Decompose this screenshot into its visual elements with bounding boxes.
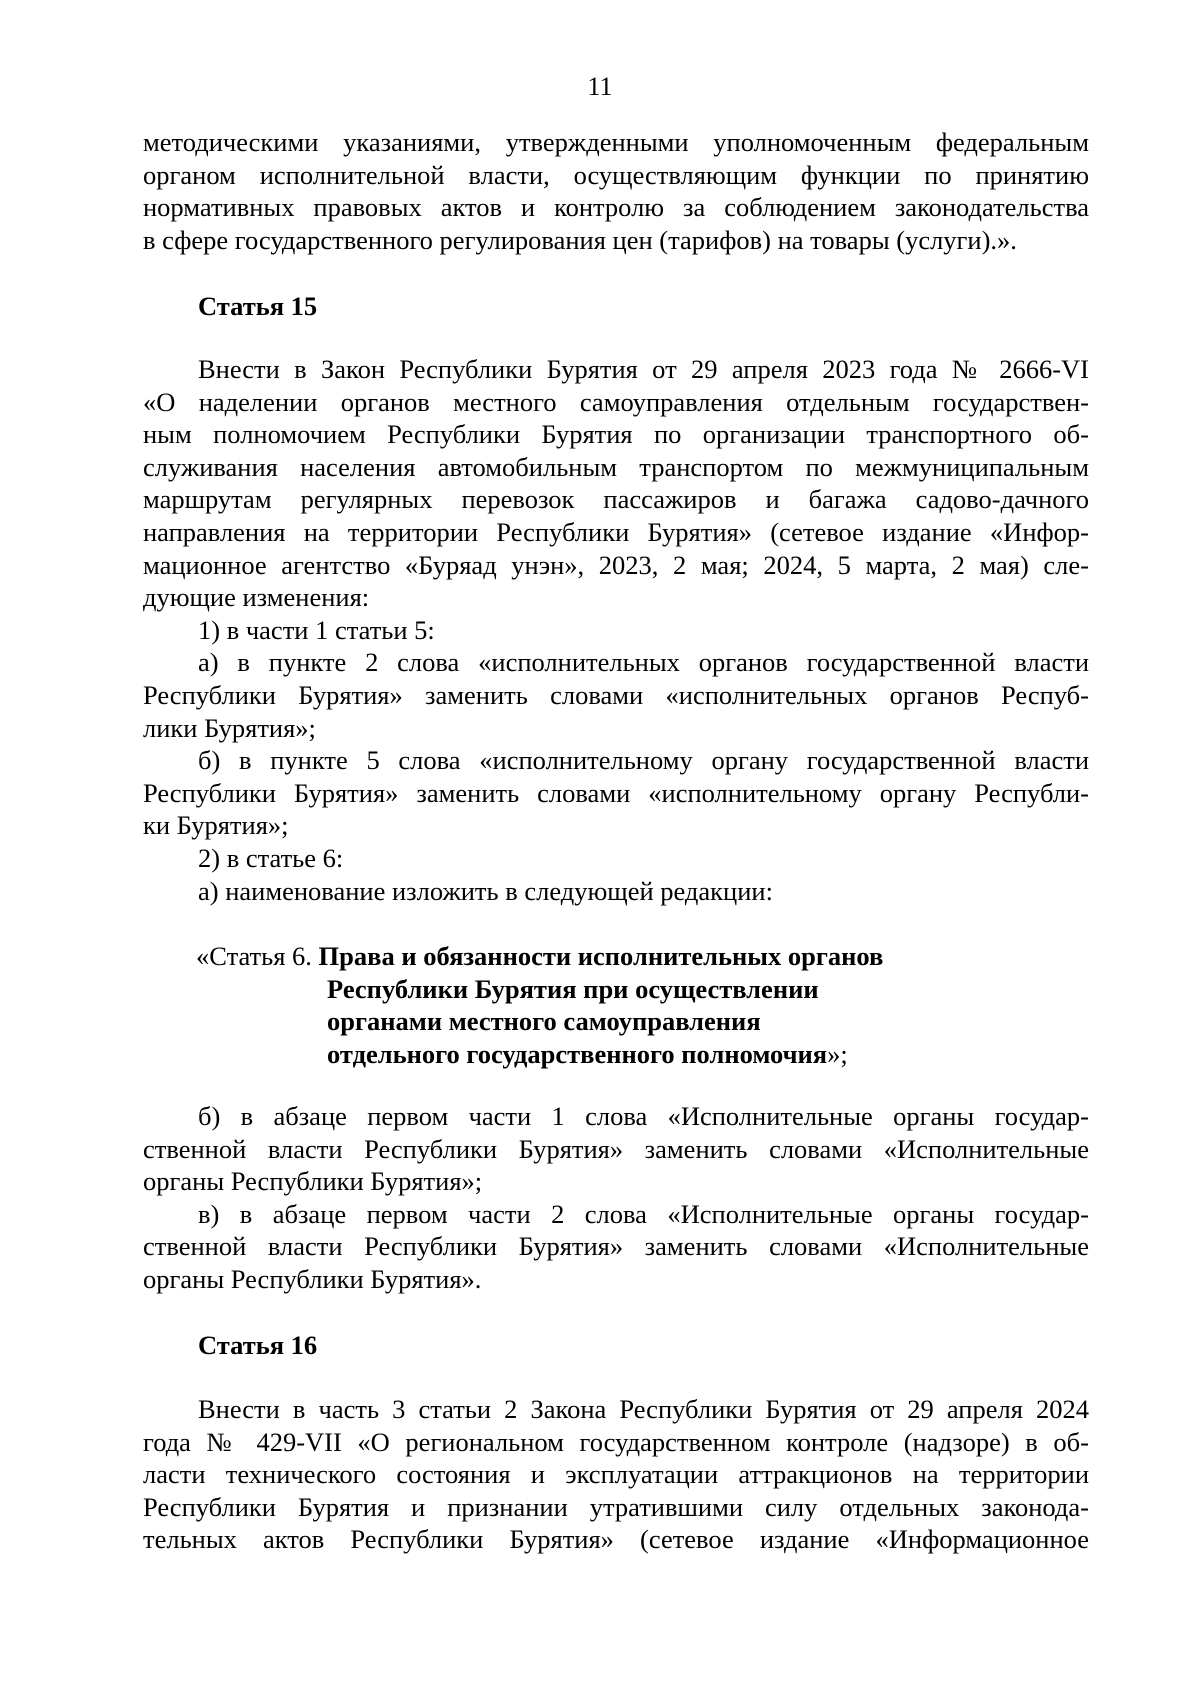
text-line: в) в абзаце первом части 2 слова «Исполнительные органы государ- [198, 1198, 1089, 1229]
text-line: органы Республики Бурятия»; [143, 1166, 483, 1197]
text-line: Республики Бурятия» заменить словами «исполнительных органов Респуб- [143, 679, 1089, 710]
text-line: органы Республики Бурятия». [143, 1263, 482, 1294]
text-line: дующие изменения: [143, 582, 370, 613]
title-line: Республики Бурятия при осуществлении [327, 973, 819, 1004]
title-prefix: «Статья 6. [196, 941, 319, 971]
text-line: Внести в Закон Республики Бурятия от 29 апреля 2023 года № 2666-VI [198, 354, 1089, 384]
text-line: органом исполнительной власти, осуществляющим функции по принятию [143, 159, 1089, 190]
title-line [196, 1038, 883, 1071]
text-line: б) в абзаце первом части 1 слова «Исполнительные органы государ- [198, 1101, 1089, 1131]
list-item-1: 1) в части 1 статьи 5: [198, 614, 435, 645]
text-line: направления на территории Республики Бурятия» (сетевое издание «Инфор- [143, 516, 1089, 547]
text-line: ласти технического состояния и эксплуатации аттракционов на территории [143, 1459, 1089, 1490]
text-line: б) в пункте 5 слова «исполнительному органу государственной власти [198, 745, 1089, 776]
text-line: маршрутам регулярных перевозок пассажиров и багажа садово-дачного [143, 484, 1089, 515]
text-line: Внести в часть 3 статьи 2 Закона Республики Бурятия от 29 апреля 2024 [198, 1394, 1089, 1424]
list-item-2a: а) наименование изложить в следующей редакции: [198, 875, 773, 906]
quoted-article-title [196, 940, 883, 1070]
article-16-heading: Статья 16 [198, 1330, 318, 1360]
title-line: органами местного самоуправления [327, 1006, 761, 1037]
article-16-paragraph [143, 1393, 1089, 1556]
list-item-2: 2) в статье 6: [198, 842, 344, 873]
text-line: ки Бурятия»; [143, 810, 289, 841]
text-line: года № 429-VII «О региональном государственном контроле (надзоре) в об- [143, 1426, 1089, 1457]
title-line [196, 940, 883, 973]
page-number: 11 [587, 72, 613, 101]
text-line: тельных актов Республики Бурятия» (сетевое издание «Информационное [143, 1524, 1089, 1555]
text-line: служивания населения автомобильным транспортом по межмуниципальным [143, 451, 1089, 482]
text-line: ным полномочием Республики Бурятия по организации транспортного об- [143, 419, 1089, 450]
text-line: Республики Бурятия и признании утратившими силу отдельных законода- [143, 1491, 1089, 1522]
text-line: методическими указаниями, утвержденными уполномоченным федеральным [143, 127, 1089, 157]
title-bold-text: отдельного государственного полномочия [327, 1038, 828, 1069]
article-15-heading: Статья 15 [198, 291, 318, 321]
text-line: лики Бурятия»; [143, 712, 316, 743]
text-line: мационное агентство «Буряад унэн», 2023, 2 мая; 2024, 5 марта, 2 мая) сле- [143, 549, 1089, 580]
text-line: «О наделении органов местного самоуправления отдельным государствен- [143, 386, 1089, 417]
article-15-items-2b-2c [143, 1100, 1089, 1296]
text-line: нормативных правовых актов и контролю за соблюдением законодательства [143, 192, 1089, 223]
title-suffix: »; [827, 1038, 848, 1069]
article-15-paragraph [143, 353, 1089, 907]
title-bold-text: Права и обязанности исполнительных органов [318, 941, 884, 971]
text-line: в сфере государственного регулирования цен (тарифов) на товары (услуги).». [143, 224, 1017, 255]
text-line: ственной власти Республики Бурятия» заменить словами «Исполнительные [143, 1231, 1089, 1262]
text-line: Республики Бурятия» заменить словами «исполнительному органу Республи- [143, 777, 1089, 808]
intro-paragraph [143, 126, 1089, 256]
text-line: а) в пункте 2 слова «исполнительных органов государственной власти [198, 647, 1089, 678]
text-line: ственной власти Республики Бурятия» заменить словами «Исполнительные [143, 1133, 1089, 1164]
